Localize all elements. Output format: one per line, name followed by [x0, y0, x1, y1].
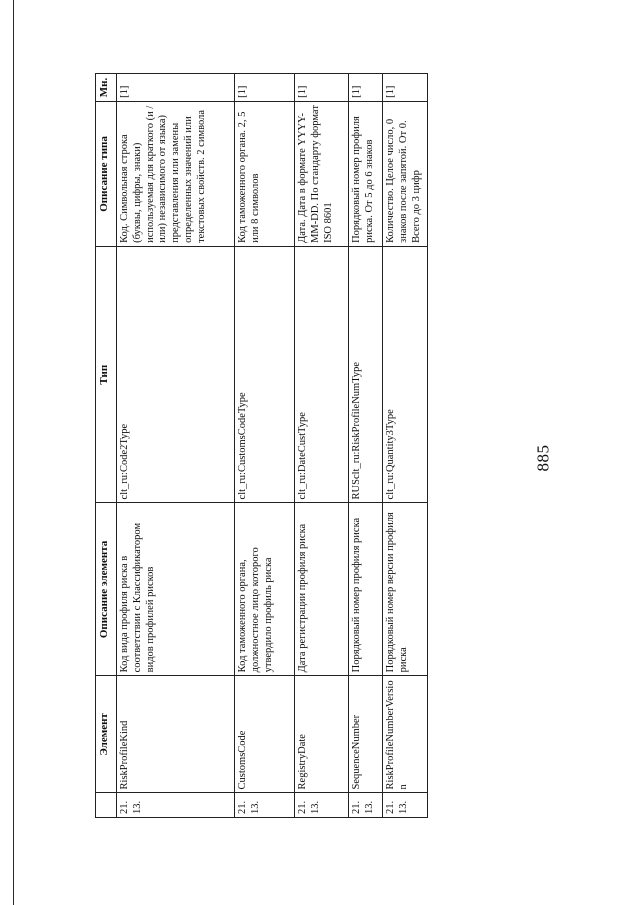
row-element: CustomsCode — [235, 676, 295, 793]
row-element: RegistryDate — [295, 676, 349, 793]
row-element: RiskProfileKind — [117, 676, 235, 793]
row-multiplicity: [1] — [235, 74, 295, 102]
row-element-description: Дата регистрации профиля риска — [295, 503, 349, 676]
row-type-description: Дата. Дата в формате YYYY-MM-DD. По стандарту формат ISO 8601 — [295, 101, 349, 246]
row-element: RiskProfileNumberVersion — [383, 676, 428, 793]
table-row — [295, 74, 349, 818]
row-number: 21.13. — [295, 793, 349, 818]
row-multiplicity: [1] — [295, 74, 349, 102]
row-multiplicity: [1] — [117, 74, 235, 102]
row-element-description: Порядковый номер версии профиля риска — [383, 503, 428, 676]
row-type-description: Порядковый номер профиля риска. От 5 до 6 знаков — [349, 101, 383, 246]
header-element-description: Описание элемента — [96, 503, 117, 676]
row-element-description: Код вида профиля риска в соответствии с Классификатором видов профилей рисков — [117, 503, 235, 676]
row-number: 21.13. — [235, 793, 295, 818]
table-row — [349, 74, 383, 818]
row-number: 21.13. — [383, 793, 428, 818]
row-type-description: Код. Символьная строка (буквы, цифры, знаки) используемая для краткого (и /или) независимого от языка) представления или замены определенных значений или текстовых свойств. 2 символа — [117, 101, 235, 246]
row-type: clt_ru:Code2Type — [117, 246, 235, 503]
page-edge-rule — [13, 0, 14, 905]
header-type-description: Описание типа — [96, 101, 117, 246]
header-multiplicity: Мн. — [96, 74, 117, 102]
row-number: 21.13. — [117, 793, 235, 818]
header-number — [96, 793, 117, 818]
row-element: SequenceNumber — [349, 676, 383, 793]
row-element-description: Код таможенного органа, должностное лицо которого утвердило профиль риска — [235, 503, 295, 676]
header-element: Элемент — [96, 676, 117, 793]
row-multiplicity: [1] — [383, 74, 428, 102]
page-number: 885 — [533, 444, 553, 472]
row-multiplicity: [1] — [349, 74, 383, 102]
row-number: 21.13. — [349, 793, 383, 818]
row-type: clt_ru:CustomsCodeType — [235, 246, 295, 503]
table-row — [235, 74, 295, 818]
row-type: RUSclt_ru:RiskProfileNumType — [349, 246, 383, 503]
row-type-description: Код таможенного органа. 2, 5 или 8 символов — [235, 101, 295, 246]
row-element-description: Порядковый номер профиля риска — [349, 503, 383, 676]
header-type: Тип — [96, 246, 117, 503]
element-spec-table — [95, 73, 428, 818]
table-row — [383, 74, 428, 818]
table-header-row — [96, 74, 117, 818]
row-type: clt_ru:Quantity3Type — [383, 246, 428, 503]
table-row — [117, 74, 235, 818]
row-type-description: Количество. Целое число, 0 знаков после запятой. От 0. Всего до 3 цифр — [383, 101, 428, 246]
row-type: clt_ru:DateCustType — [295, 246, 349, 503]
